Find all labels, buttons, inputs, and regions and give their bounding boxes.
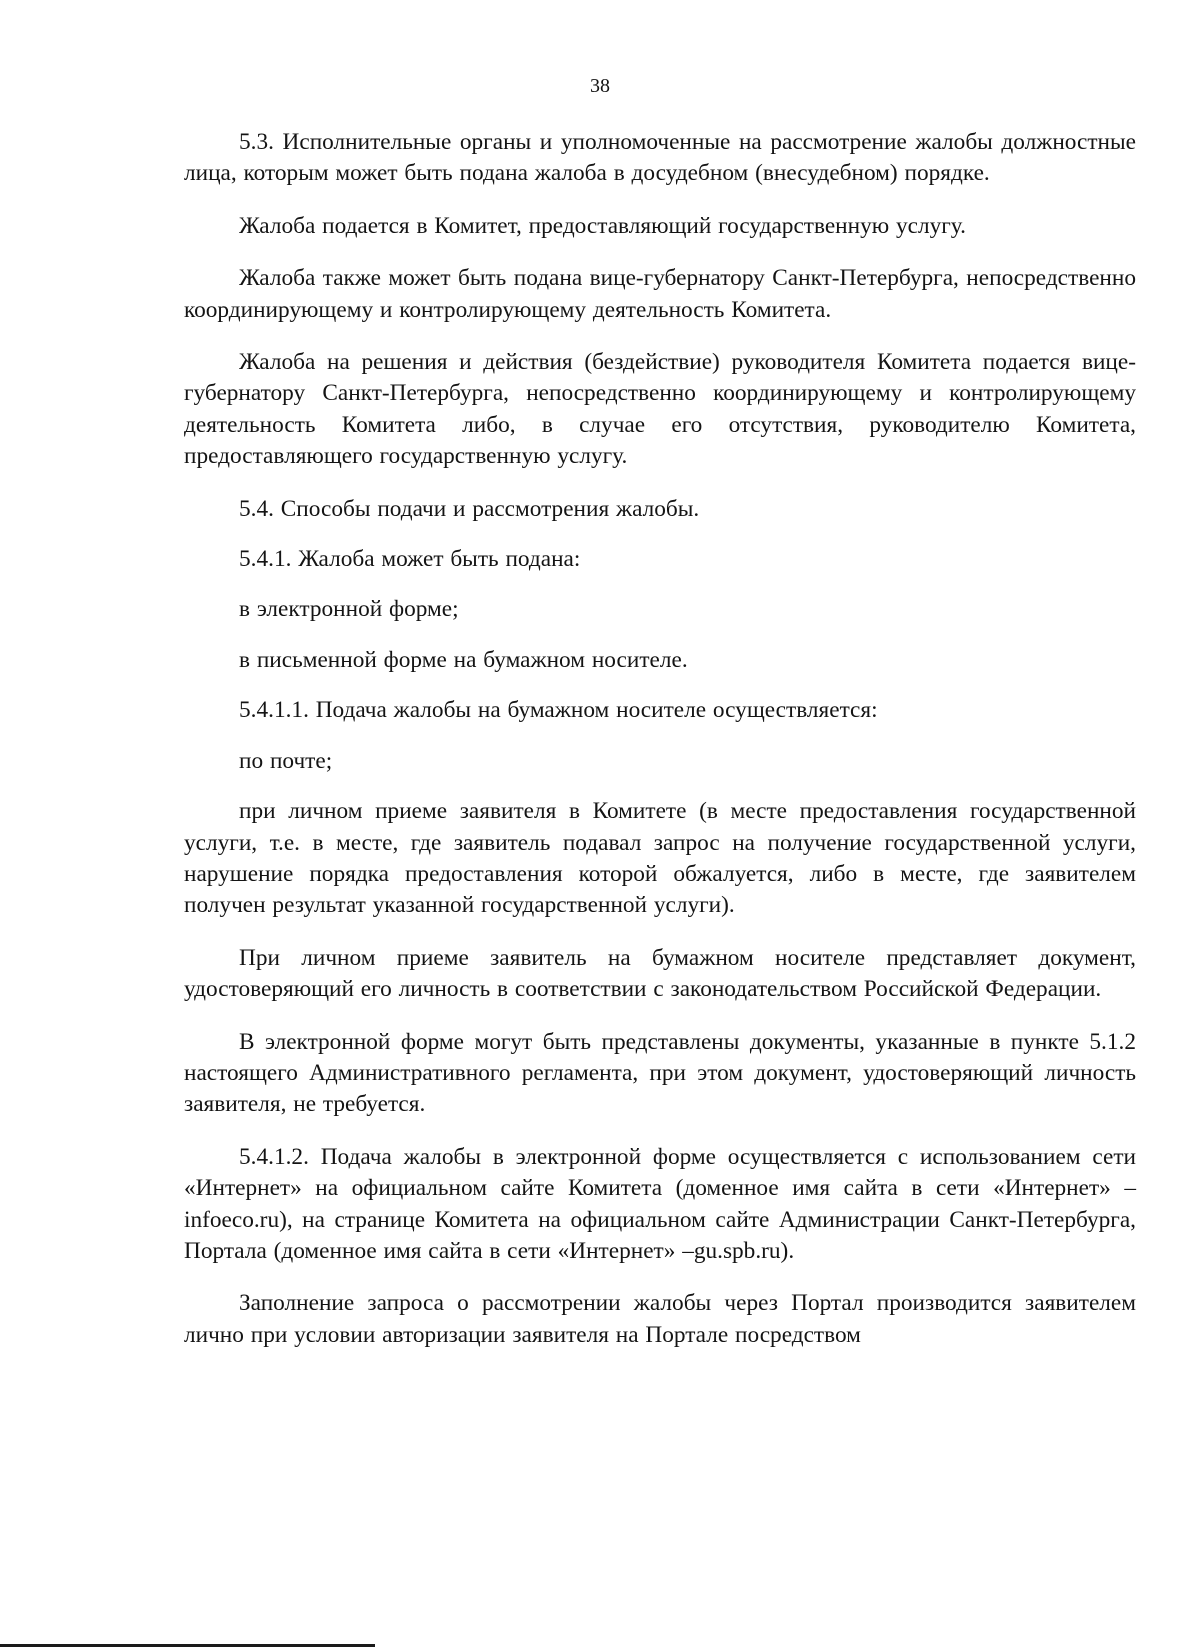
paragraph-5-4-1: 5.4.1. Жалоба может быть подана: [239, 546, 581, 573]
paragraph-paper-form: в письменной форме на бумажном носителе. [239, 646, 688, 673]
paragraph-complaint-vice-governor: Жалоба также может быть подана вице-губернатору Санкт-Петербурга, непосредственно координирующему и контролирующему деятельность Комитета. [184, 265, 1136, 323]
paragraph-5-3: 5.3. Исполнительные органы и уполномоченные на рассмотрение жалобы должностные лица, которым может быть подана жалоба в досудебном (внесудебном) порядке. [184, 129, 1136, 187]
bottom-rule [0, 1644, 375, 1647]
paragraph-5-4: 5.4. Способы подачи и рассмотрения жалобы. [239, 495, 700, 522]
paragraph-personal-reception: при личном приеме заявителя в Комитете (в месте предоставления государственной услуги, т.е. в месте, где заявитель подавал запрос на получение государственной услуги, нарушение порядка предоставления которой обжалуется, либо в месте, где заявителем получен результат указанной государственной услуги). [184, 798, 1136, 919]
page-number: 38 [590, 75, 610, 97]
paragraph-complaint-committee: Жалоба подается в Комитет, предоставляющий государственную услугу. [239, 212, 966, 239]
paragraph-5-4-1-1: 5.4.1.1. Подача жалобы на бумажном носителе осуществляется: [239, 697, 878, 724]
document-body [184, 127, 1136, 1372]
paragraph-electronic-documents: В электронной форме могут быть представлены документы, указанные в пункте 5.1.2 настоящего Административного регламента, при этом документ, удостоверяющий личность заявителя, не требуется. [184, 1028, 1136, 1118]
paragraph-portal-request: Заполнение запроса о рассмотрении жалобы через Портал производится заявителем лично при условии авторизации заявителя на Портале посредством [184, 1290, 1136, 1348]
paragraph-electronic-form: в электронной форме; [239, 596, 459, 623]
paragraph-identity-document: При личном приеме заявитель на бумажном носителе представляет документ, удостоверяющий его личность в соответствии с законодательством Российской Федерации. [184, 944, 1136, 1003]
paragraph-complaint-head: Жалоба на решения и действия (бездействие) руководителя Комитета подается вице-губернатору Санкт-Петербурга, непосредственно координирующему и контролирующему деятельность Комитета либо, в случае его отсутствия, руководителю Комитета, предоставляющего государственную услугу. [184, 349, 1136, 470]
paragraph-by-mail: по почте; [239, 747, 333, 774]
paragraph-5-4-1-2: 5.4.1.2. Подача жалобы в электронной форме осуществляется с использованием сети «Интернет» на официальном сайте Комитета (доменное имя сайта в сети «Интернет» – infoeco.ru), на странице Комитета на официальном сайте Администрации Санкт-Петербурга, Портала (доменное имя сайта в сети «Интернет» –gu.spb.ru). [184, 1143, 1136, 1264]
